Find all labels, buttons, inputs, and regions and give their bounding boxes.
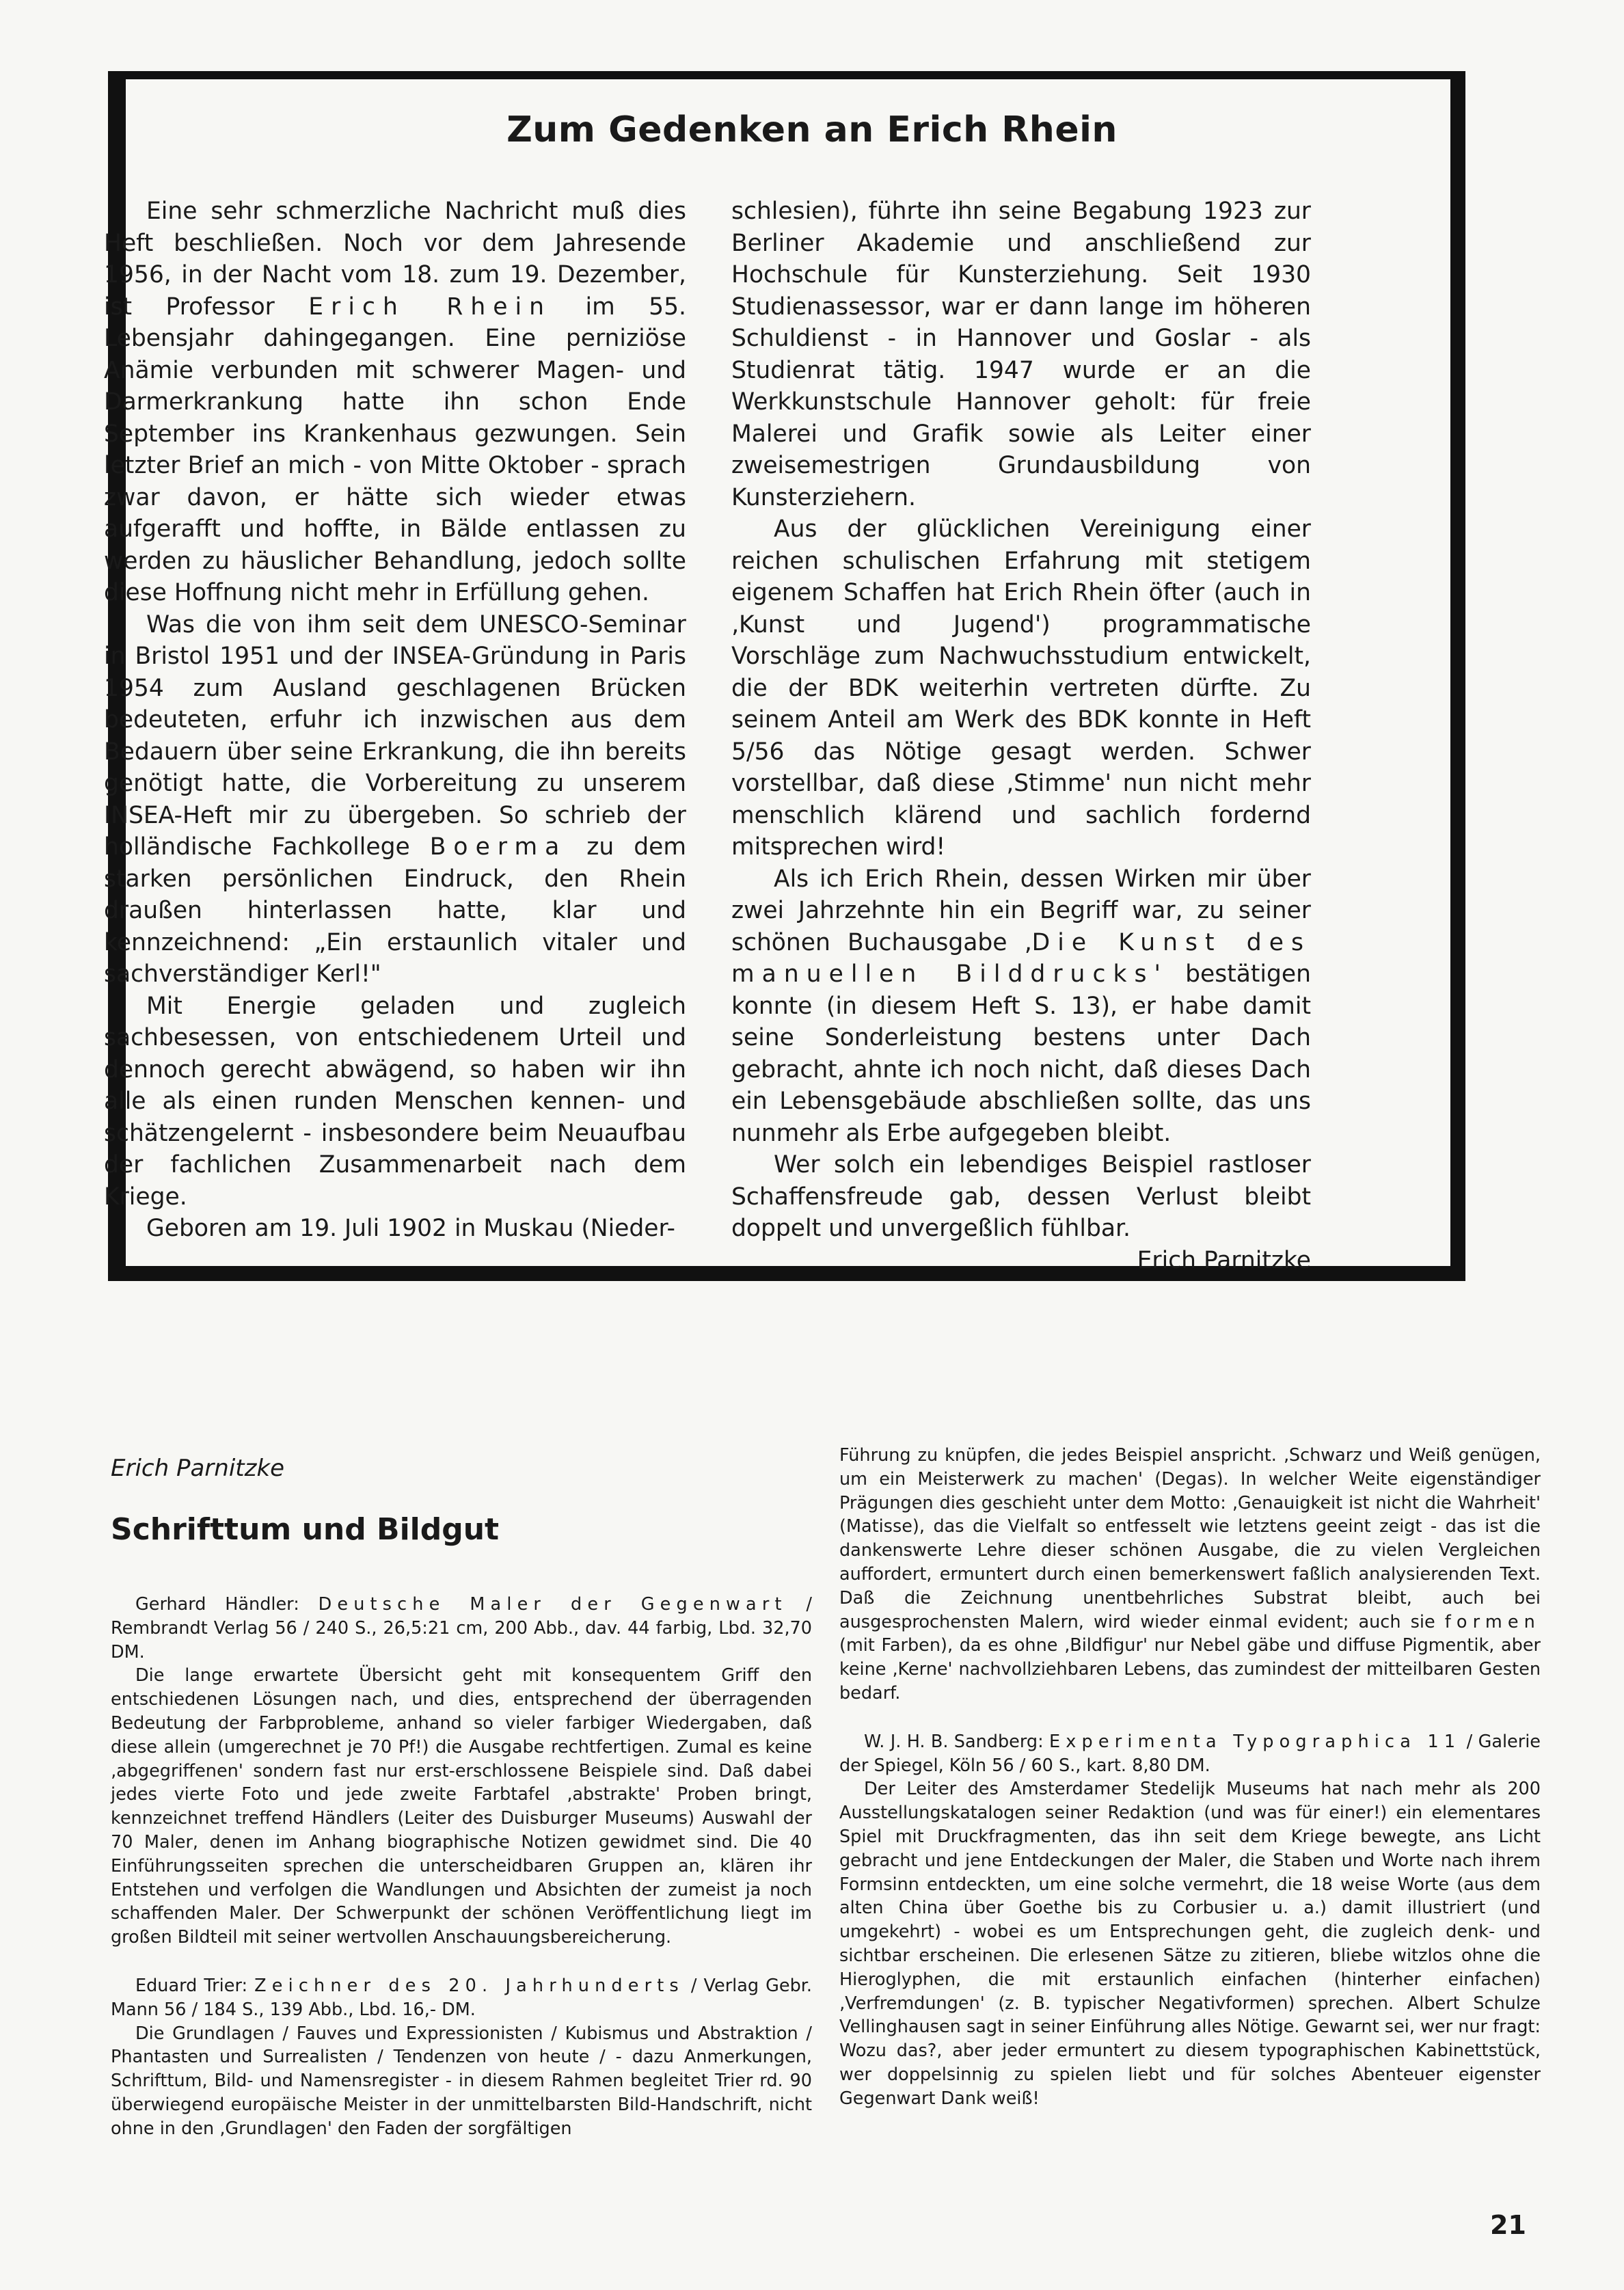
obituary-title: Zum Gedenken an Erich Rhein bbox=[506, 109, 1118, 150]
reviews-byline: Erich Parnitzke bbox=[111, 1455, 285, 1482]
obituary-paragraph: Eine sehr schmerzliche Nachricht muß dies Heft beschließen. Noch vor dem Jahresende 1956, in der Nacht vom 18. zum 19. Dezember, ist Professor Erich Rhein im 55. Lebensjahr dahingegangen. Eine perniziöse Anämie verbunden mit schwerer Magen- und Darmerkrankung hatte ihn schon Ende September ins Krankenhaus gezwungen. Sein letzter Brief an mich - von Mitte Oktober - sprach zwar davon, er hätte sich wieder etwas aufgerafft und hoffte, in Bälde entlassen zu werden zu häuslicher Behandlung, jedoch sollte diese Hoffnung nicht mehr in Erfüllung gehen. bbox=[104, 198, 686, 606]
spaced-book-title: Zeichner des 20. Jahrhunderts bbox=[254, 1975, 684, 1996]
spaced-name: Boerma bbox=[429, 833, 567, 861]
obituary-paragraph: Mit Energie geladen und zugleich sachbesessen, von entschiedenem Urteil und dennoch gerecht abwägend, so haben wir ihn alle als einen runden Menschen kennen- und schätzengelernt - insbesondere beim Neuaufbau der fachlichen Zusammenarbeit nach dem Kriege. bbox=[104, 992, 686, 1211]
review-citation: Eduard Trier: Zeichner des 20. Jahrhunderts / Verlag Gebr. Mann 56 / 184 S., 139 Abb., Lbd. 16,- DM. bbox=[111, 1975, 813, 2020]
spaced-book-title: Deutsche Maler der Gegenwart bbox=[318, 1594, 787, 1615]
review-text: Der Leiter des Amsterdamer Stedelijk Museums hat nach mehr als 200 Ausstellungskatalogen seiner Redaktion (und was für einer!) ein elementares Spiel mit Druckfragmenten, das ihn seit dem Kriege bewegte, ans Licht gebracht und jene Entdeckungen der Maler, die Staben und Worte nach ihrem Formsinn entdeckten, um eine solche vermehrt, die 18 weise Worte (aus dem alten China über Goethe bis zu Corbusier u. a.) damit illustriert (und umgekehrt) - wobei es um Entsprechungen geht, die zugleich denk- und sichtbar erscheinen. Die erlesenen Sätze zu zitieren, bliebe witzlos ohne die Hieroglyphen, die mit erstaunlich einfachen (hinterher einfachen) ‚Verfremdungen' (z. B. typischer Negativformen) sprechen. Albert Schulze Vellinghausen sagt in seiner Einführung alles Nötige. Gewarnt sei, wer nur fragt: Wozu das?, aber jeder ermuntert zu diesem typographischen Kabinettstück, wer doppelsinnig zu spielen liebt und für solches Abenteuer eigenster Gegenwart Dank weiß! bbox=[839, 1779, 1541, 2109]
review-text: Die Grundlagen / Fauves und Expressionisten / Kubismus und Abstraktion / Phantasten und Surrealisten / Tendenzen von heute / - dazu Anmerkungen, Schrifttum, Bild- und Namensregister - in diesem Rahmen begleitet Trier rd. 90 überwiegend europäische Meister in der unmittelbarsten Bild-Handschrift, nicht ohne in den ‚Grundlagen' den Faden der sorgfältigen bbox=[111, 2023, 812, 2139]
reviews-column-right bbox=[839, 1444, 1541, 2111]
review-text: Die lange erwartete Übersicht geht mit konsequentem Griff den entschiedenen Lösungen nach, und dies, entsprechend der überragenden Bedeutung der Farbprobleme, anhand so vieler farbiger Wiedergaben, daß diese allein (umgerechnet je 70 Pf!) die Ausgabe rechtfertigen. Zumal es keine ‚abgegriffenen' sondern fast nur erst-erschlossene Beispiele sind. Daß dabei jedes vierte Foto und jede zweite Farbtafel ‚abstrakte' Proben bringt, kennzeichnet treffend Händlers (Leiter des Duisburger Museums) Auswahl der 70 Maler, denen im Anhang biographische Notizen gewidmet sind. Die 40 Einführungsseiten sprechen die unterscheidbaren Gruppen an, klären ihr Entstehen und verfolgen die Wandlungen und Absichten der zumeist ja noch schaffenden Maler. Der Schwerpunkt der schönen Veröffentlichung liegt im großen Bildteil mit seiner wertvollen Anschauungsbereicherung. bbox=[111, 1665, 812, 1948]
obituary-paragraph: Was die von ihm seit dem UNESCO-Seminar in Bristol 1951 und der INSEA-Gründung in Paris 1954 zum Ausland geschlagenen Brücken bedeuteten, erfuhr ich inzwischen aus dem Bedauern über seine Erkrankung, die ihn bereits genötigt hatte, die Vorbereitung zu unserem INSEA-Heft mir zu übergeben. So schrieb der holländische Fachkollege Boerma zu dem starken persönlichen Eindruck, den Rhein draußen hinterlassen hatte, klar und kennzeichnend: „Ein erstaunlich vitaler und sachverständiger Kerl!" bbox=[104, 610, 687, 988]
page-number: 21 bbox=[1490, 2210, 1526, 2240]
obituary-paragraph: Wer solch ein lebendiges Beispiel rastloser Schaffensfreude gab, dessen Verlust bleibt doppelt und unvergeßlich fühlbar. Erich Parnitzke bbox=[731, 1149, 1311, 1245]
review-text: Führung zu knüpfen, die jedes Beispiel anspricht. ‚Schwarz und Weiß genügen, um ein Meisterwerk zu machen' (Degas). In welcher Weite eigenständiger Prägungen dies geschieht unter dem Motto: ‚Genauigkeit ist nicht die Wahrheit' (Matisse), das die Vielfalt so entfesselt wie letztens geeint zeigt - das ist die dankenswerte Lehre dieser schönen Ausgabe, die zu vielen Vergleichen auffordert, ermuntert durch einen bemerkenswert faßlich analysierenden Text. Daß die Zeichnung unentbehrliches Substrat bleibt, auch bei ausgesprochensten Malern, wird wieder einmal evident; auch sie formen (mit Farben), da es ohne ‚Bildfigur' nur Nebel gäbe und diffuse Pigmentik, aber keine ‚Kerne' nachvollziehbaren Lebens, das zumindest der mitteilbaren Gesten bedarf. bbox=[839, 1445, 1541, 1703]
review-citation: W. J. H. B. Sandberg: Experimenta Typographica 11 / Galerie der Spiegel, Köln 56 / 60 S., kart. 8,80 DM. bbox=[839, 1731, 1541, 1776]
obituary-column-left bbox=[104, 196, 686, 1245]
obituary-paragraph: Als ich Erich Rhein, dessen Wirken mir über zwei Jahrzehnte hin ein Begriff war, zu seiner schönen Buchausgabe ‚Die Kunst des manuellen Bilddrucks' bestätigen konnte (in diesem Heft S. 13), er habe damit seine Sonderleistung bestens unter Dach gebracht, ahnte ich noch nicht, daß dieses Dach ein Lebensgebäude abschließen sollte, das uns nunmehr als Erbe aufgegeben bleibt. bbox=[731, 865, 1312, 1147]
spaced-word: formen bbox=[1444, 1611, 1541, 1632]
obituary-paragraph: Geboren am 19. Juli 1902 in Muskau (Nieder- bbox=[146, 1215, 675, 1242]
review-citation: Gerhard Händler: Deutsche Maler der Gegenwart / Rembrandt Verlag 56 / 240 S., 26,5:21 cm, 200 Abb., dav. 44 farbig, Lbd. 32,70 DM. bbox=[111, 1594, 812, 1662]
spaced-book-title: Experimenta Typographica 11 bbox=[1049, 1731, 1461, 1752]
obituary-paragraph: Aus der glücklichen Vereinigung einer reichen schulischen Erfahrung mit stetigem eigenem Schaffen hat Erich Rhein öfter (auch in ‚Kunst und Jugend') programmatische Vorschläge zum Nachwuchsstudium entwickelt, die der BDK weiterhin vertreten dürfte. Zu seinem Anteil am Werk des BDK konnte in Heft 5/56 das Nötige gesagt werden. Schwer vorstellbar, daß diese ‚Stimme' nun nicht mehr menschlich klärend und sachlich fordernd mitsprechen wird! bbox=[731, 515, 1311, 861]
reviews-heading: Schrifttum und Bildgut bbox=[111, 1512, 500, 1547]
obituary-signature: Erich Parnitzke bbox=[1137, 1246, 1311, 1274]
obituary-paragraph: schlesien), führte ihn seine Begabung 1923 zur Berliner Akademie und anschließend zur Hochschule für Kunsterziehung. Seit 1930 Studienassessor, war er dann lange im höheren Schuldienst - in Hannover und Goslar - als Studienrat tätig. 1947 wurde er an die Werkkunstschule Hannover geholt: für freie Malerei und Grafik sowie als Leiter einer zweisemestrigen Grundausbildung von Kunsterziehern. bbox=[731, 198, 1311, 511]
reviews-column-left bbox=[111, 1593, 812, 2141]
obituary-column-right bbox=[731, 196, 1311, 1276]
spacer bbox=[839, 1706, 1541, 1730]
spaced-book-title: Die Kunst des manuellen Bilddrucks bbox=[731, 928, 1311, 988]
spaced-name: Erich Rhein bbox=[308, 293, 552, 321]
spacer bbox=[111, 1950, 812, 1974]
